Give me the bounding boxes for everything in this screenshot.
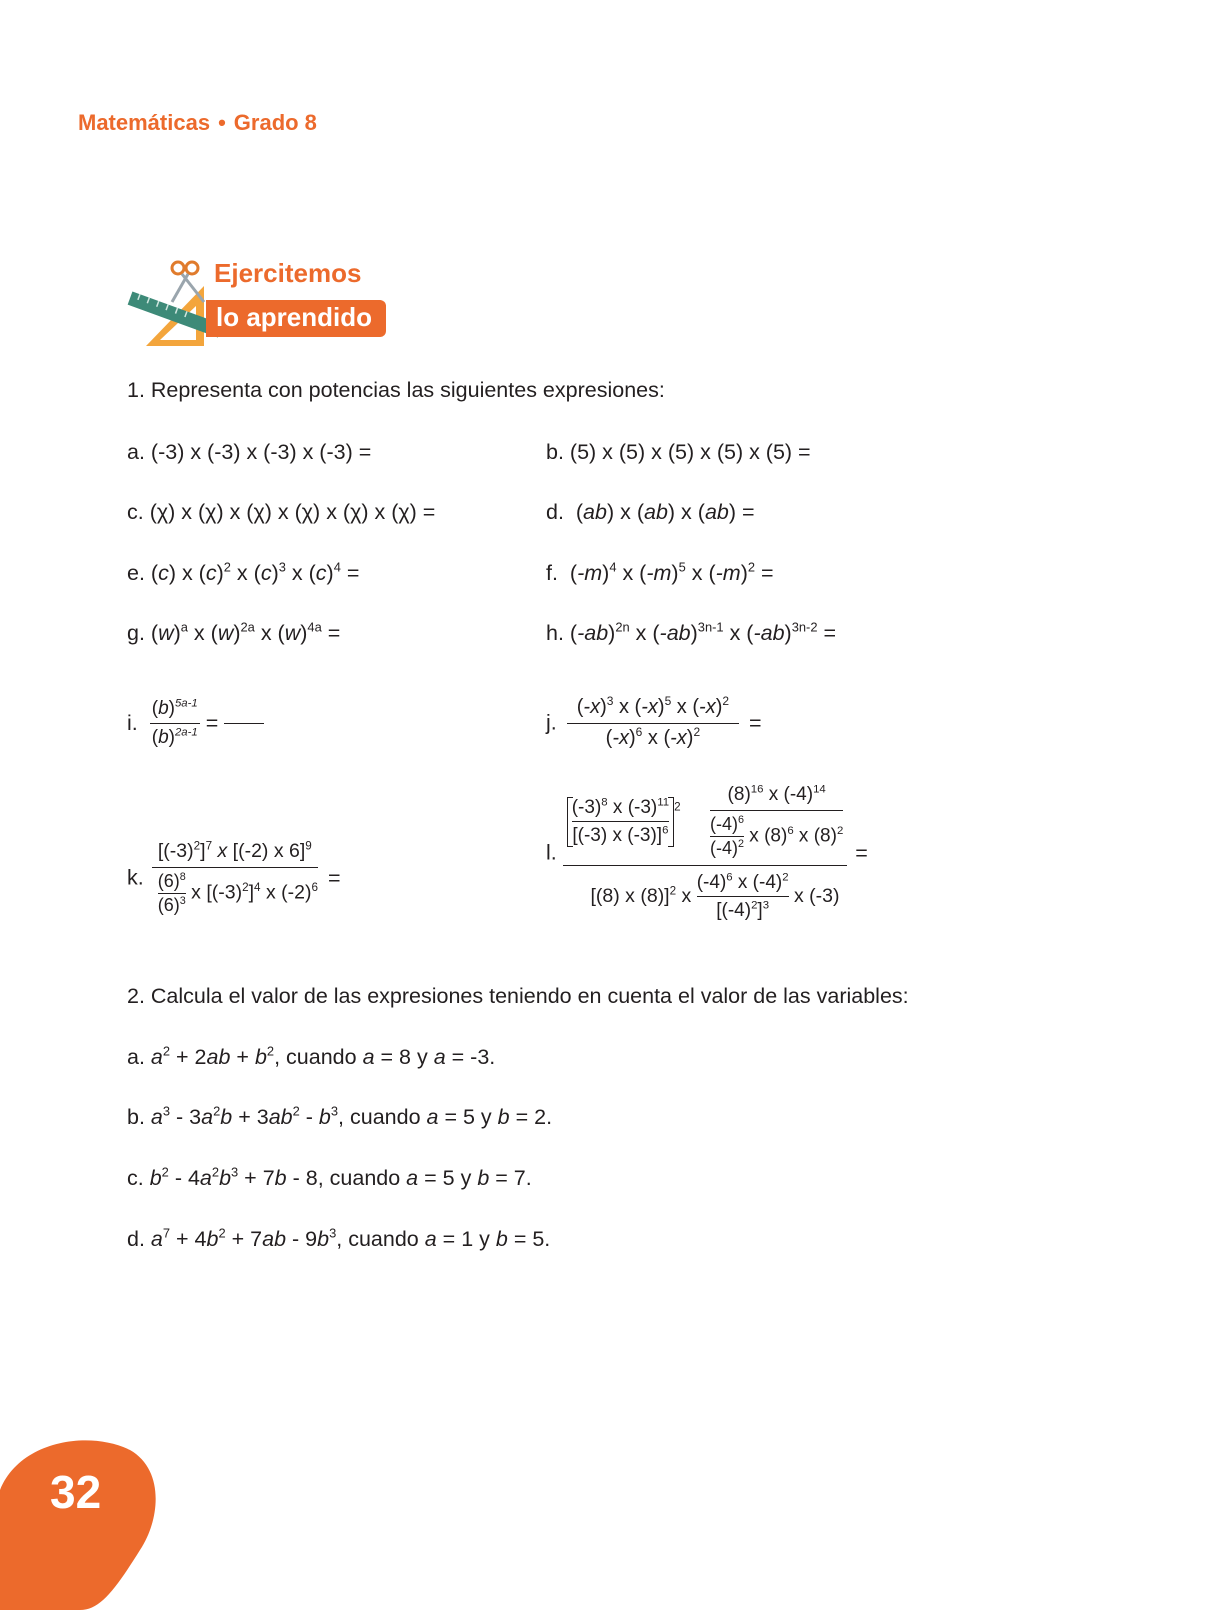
scissors-icon bbox=[172, 262, 204, 302]
badge-title-line1: Ejercitemos bbox=[214, 258, 362, 288]
exercise1-item-k: k. $[(-3)^2]^7$ x [(-2) x 6]$^9$ $\frac{(6)^8}{(6)^3}$ x $[(-3)^2]^4$ x $(-2)^6$ = bbox=[127, 839, 341, 915]
exercise2-item-b: b. $a^3 - 3a^2b + 3ab^2 - b^3$, cuando a = 5 y b = 2. bbox=[127, 1103, 553, 1129]
page-number: 32 bbox=[50, 1466, 102, 1518]
fraction-l: $\frac{(-3)^8 x (-3)^{11}}{[(-3) x (-3)]^6}$ $^2$ $(8)^{16}$ x $(-4)^{14}$ $\frac{(-4)^6}{(-4)^2}$ x $(8)^6$ x $(8)^2$ [(8) x (8)]$^2$ x $\frac{(-4)^6 x (-4)^2}{[(-4)^2]^3}$ x (-3) bbox=[563, 784, 848, 922]
exercise1-item-l: l. $\frac{(-3)^8 x (-3)^{11}}{[(-3) x (-3)]^6}$ $^2$ $(8)^{16}$ x $(-4)^{14}$ $\frac{(-4)^6}{(-4)^2}$ x $(8)^6$ x $(8)^2$ [(8) x (8)]$^2$ x $\frac{(-4)^6 x (-4)^2}{[(-4)^2]^3}$ x (-3) = bbox=[546, 783, 868, 921]
badge-title-line2: lo aprendido bbox=[206, 300, 386, 337]
page-header bbox=[78, 110, 317, 136]
exercise2-item-c: c. $b^2 - 4a^2b^3 + 7b - 8$, cuando a = 5 y b = 7. bbox=[127, 1164, 532, 1190]
fraction-k: $[(-3)^2]^7$ x [(-2) x 6]$^9$ $\frac{(6)^8}{(6)^3}$ x $[(-3)^2]^4$ x $(-2)^6$ bbox=[152, 840, 318, 916]
exercise1-item-b: b. (5) x (5) x (5) x (5) x (5) = bbox=[546, 440, 811, 464]
exercise1-item-c: c. (χ) x (χ) x (χ) x (χ) x (χ) x (χ) = bbox=[127, 500, 436, 524]
exercise1-item-h: h. $(-ab)^{2n}$ x $(-ab)^{3n-1}$ x $(-ab)^{3n-2}$ = bbox=[546, 619, 837, 645]
exercise2-item-a: a. $a^2 + 2ab + b^2$, cuando a = 8 y a = -3. bbox=[127, 1043, 496, 1069]
exercise1-item-d: d. (ab) x (ab) x (ab) = bbox=[546, 500, 755, 524]
fraction-j: $\frac{(-x)^3 x (-x)^5 x (-x)^2}{(-x)^6 x (-x)^2}$ bbox=[567, 696, 739, 750]
page-number-shape bbox=[0, 1430, 160, 1610]
header-subject: Matemáticas bbox=[78, 110, 211, 135]
exercise2-item-d: d. $a^7 + 4b^2 + 7ab - 9b^3$, cuando a = 1 y b = 5. bbox=[127, 1225, 551, 1251]
exercise2-title: 2. Calcula el valor de las expresiones teniendo en cuenta el valor de las variables: bbox=[127, 984, 909, 1008]
exercise1-item-i: i. $\frac{(b)^{5a-1}}{(b)^{2a-1}}$ = bbox=[127, 698, 264, 749]
exercise1-title: 1. Representa con potencias las siguientes expresiones: bbox=[127, 378, 665, 402]
header-grade: Grado 8 bbox=[233, 110, 317, 135]
header-separator: • bbox=[218, 110, 226, 135]
exercise1-item-j: j. $\frac{(-x)^3 x (-x)^5 x (-x)^2}{(-x)^6 x (-x)^2}$ = bbox=[546, 694, 762, 749]
exercise1-item-f: f. $(-m)^4$ x $(-m)^5$ x $(-m)^2$ = bbox=[546, 559, 774, 585]
exercise1-item-e: e. (c) x $(c)^2$ x $(c)^3$ x $(c)^4$ = bbox=[127, 559, 360, 585]
exercise1-item-a: a. (-3) x (-3) x (-3) x (-3) = bbox=[127, 440, 372, 464]
fraction-i: $\frac{(b)^{5a-1}}{(b)^{2a-1}}$ bbox=[151, 697, 198, 748]
exercise1-item-g: g. $(w)^a$ x $(w)^{2a}$ x $(w)^{4a}$ = bbox=[127, 619, 341, 645]
